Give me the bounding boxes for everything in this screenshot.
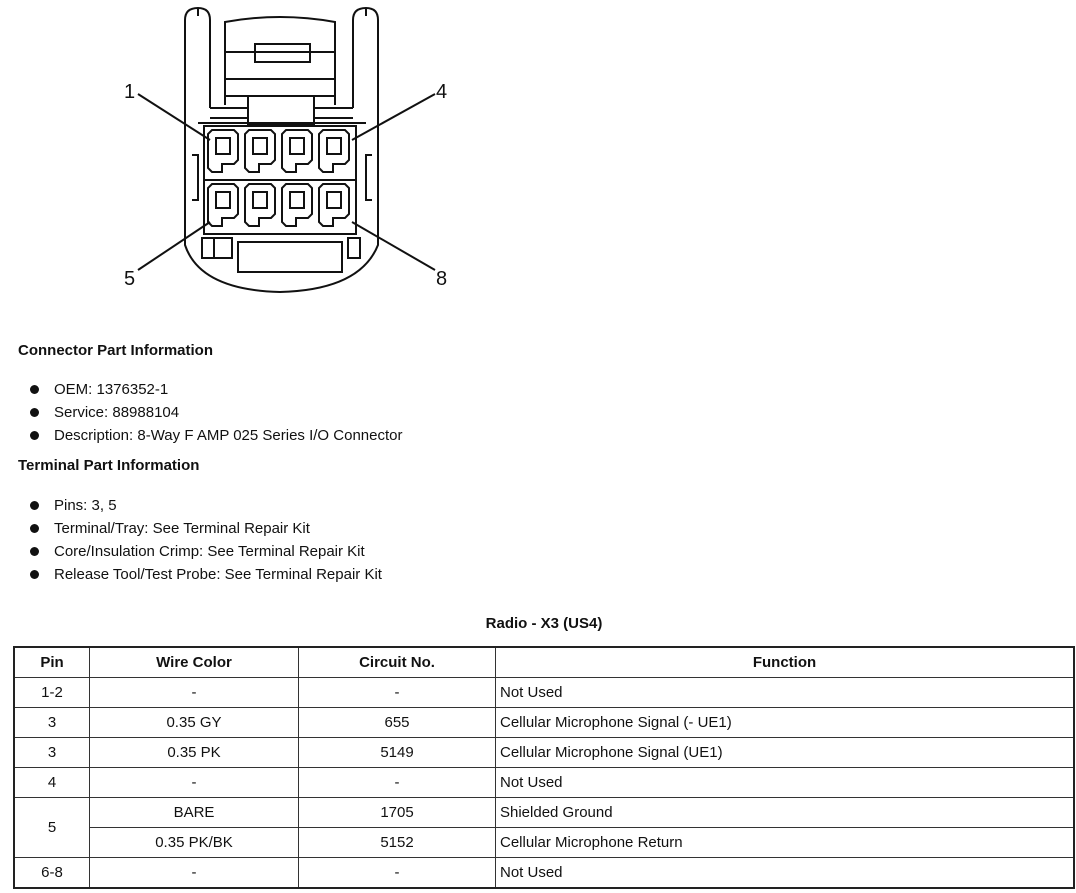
header-function: Function bbox=[496, 647, 1075, 678]
wire-color-cell: - bbox=[90, 678, 299, 708]
terminal-cavity-1 bbox=[208, 130, 238, 172]
circuit-cell: 655 bbox=[299, 708, 496, 738]
terminal-cavity-6 bbox=[245, 184, 275, 226]
crimp-text: Core/Insulation Crimp: See Terminal Repair Kit bbox=[54, 543, 365, 560]
pin-callout-5: 5 bbox=[124, 268, 136, 290]
wire-color-cell: - bbox=[90, 858, 299, 889]
table-row bbox=[14, 768, 1074, 798]
wire-color-cell: 0.35 GY bbox=[90, 708, 299, 738]
table-row bbox=[14, 738, 1074, 768]
pin-cell: 3 bbox=[14, 738, 90, 768]
terminal-cavity-5 bbox=[208, 184, 238, 226]
pin-cell: 3 bbox=[14, 708, 90, 738]
wire-color-cell: BARE bbox=[90, 798, 299, 828]
connector-diagram bbox=[110, 0, 470, 300]
function-cell: Not Used bbox=[496, 678, 1075, 708]
header-circuit-no: Circuit No. bbox=[299, 647, 496, 678]
oem-text: OEM: 1376352-1 bbox=[54, 381, 169, 398]
table-row bbox=[14, 678, 1074, 708]
bullet-icon bbox=[30, 547, 39, 556]
terminal-slot bbox=[327, 192, 341, 208]
pin-cell: 1-2 bbox=[14, 678, 90, 708]
terminal-slot bbox=[290, 138, 304, 154]
bullet-icon bbox=[30, 408, 39, 417]
pin-cell: 5 bbox=[14, 798, 90, 858]
service-text: Service: 88988104 bbox=[54, 404, 180, 421]
terminal-cavity-7 bbox=[282, 184, 312, 226]
terminal-cavity-3 bbox=[282, 130, 312, 172]
table-row bbox=[14, 798, 1074, 828]
table-row bbox=[14, 858, 1074, 889]
table-row bbox=[14, 708, 1074, 738]
function-cell: Not Used bbox=[496, 768, 1075, 798]
bullet-icon bbox=[30, 524, 39, 533]
table-header-row bbox=[14, 647, 1074, 678]
terminal-cavity-8 bbox=[319, 184, 349, 226]
connector-part-heading: Connector Part Information bbox=[18, 342, 214, 359]
pin-callout-1: 1 bbox=[124, 81, 136, 103]
pin-cell: 4 bbox=[14, 768, 90, 798]
bullet-icon bbox=[30, 570, 39, 579]
connector-part-list bbox=[30, 378, 402, 447]
left-latch bbox=[185, 8, 210, 108]
list-item bbox=[30, 424, 402, 447]
terminal-cavity-4 bbox=[319, 130, 349, 172]
list-item bbox=[30, 540, 382, 563]
terminal-slot bbox=[253, 192, 267, 208]
terminal-cavity-2 bbox=[245, 130, 275, 172]
bullet-icon bbox=[30, 385, 39, 394]
list-item bbox=[30, 378, 402, 401]
circuit-cell: - bbox=[299, 858, 496, 889]
pinout-table bbox=[13, 646, 1075, 889]
wire-color-cell: - bbox=[90, 768, 299, 798]
table-row bbox=[14, 828, 1074, 858]
terminal-slot bbox=[253, 138, 267, 154]
function-cell: Cellular Microphone Signal (- UE1) bbox=[496, 708, 1075, 738]
table-title: Radio - X3 (US4) bbox=[485, 615, 603, 632]
pin-callout-4: 4 bbox=[436, 81, 448, 103]
header-pin: Pin bbox=[14, 647, 90, 678]
function-cell: Cellular Microphone Return bbox=[496, 828, 1075, 858]
list-item bbox=[30, 517, 382, 540]
description-text: Description: 8-Way F AMP 025 Series I/O Connector bbox=[54, 427, 403, 444]
terminal-tray-text: Terminal/Tray: See Terminal Repair Kit bbox=[54, 520, 310, 537]
terminal-slot bbox=[290, 192, 304, 208]
wire-color-cell: 0.35 PK/BK bbox=[90, 828, 299, 858]
circuit-cell: 5149 bbox=[299, 738, 496, 768]
terminal-slot bbox=[216, 192, 230, 208]
list-item bbox=[30, 494, 382, 517]
function-cell: Cellular Microphone Signal (UE1) bbox=[496, 738, 1075, 768]
terminal-cavities bbox=[208, 130, 349, 226]
terminal-slot bbox=[216, 138, 230, 154]
circuit-cell: - bbox=[299, 768, 496, 798]
header-wire-color: Wire Color bbox=[90, 647, 299, 678]
pin-cell: 6-8 bbox=[14, 858, 90, 889]
release-tool-text: Release Tool/Test Probe: See Terminal Repair Kit bbox=[54, 566, 382, 583]
terminal-part-heading: Terminal Part Information bbox=[18, 457, 200, 474]
pins-text: Pins: 3, 5 bbox=[54, 497, 117, 514]
bullet-icon bbox=[30, 501, 39, 510]
function-cell: Shielded Ground bbox=[496, 798, 1075, 828]
wire-color-cell: 0.35 PK bbox=[90, 738, 299, 768]
terminal-slot bbox=[327, 138, 341, 154]
function-cell: Not Used bbox=[496, 858, 1075, 889]
list-item bbox=[30, 563, 382, 586]
bullet-icon bbox=[30, 431, 39, 440]
pin-callout-8: 8 bbox=[436, 268, 448, 290]
circuit-cell: - bbox=[299, 678, 496, 708]
list-item bbox=[30, 401, 402, 424]
terminal-part-list bbox=[30, 494, 382, 586]
circuit-cell: 1705 bbox=[299, 798, 496, 828]
circuit-cell: 5152 bbox=[299, 828, 496, 858]
